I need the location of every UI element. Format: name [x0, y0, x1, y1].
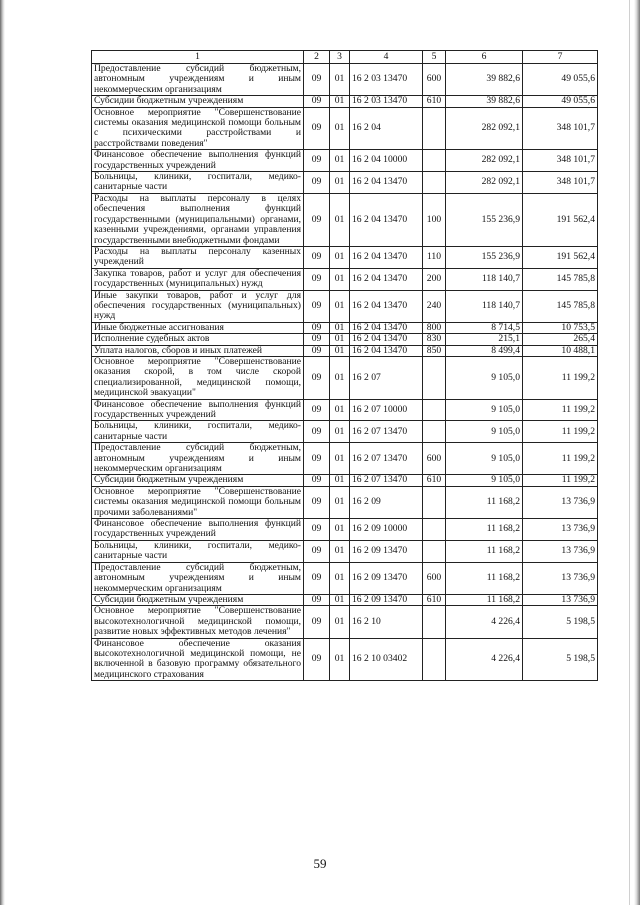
cell-amount-6: 9 105,0 — [446, 475, 523, 486]
cell-name: Финансовое обеспечение оказания высокотехнологичной медицинской помощи, не включенной в базовую программу обязательного медицинского страхования — [92, 638, 304, 681]
cell-subsection: 01 — [330, 345, 350, 356]
cell-subsection: 01 — [330, 486, 350, 518]
cell-subsection: 01 — [330, 443, 350, 475]
cell-section: 09 — [304, 172, 330, 194]
cell-amount-6: 39 882,6 — [446, 64, 523, 96]
cell-subsection: 01 — [330, 150, 350, 172]
cell-amount-6: 11 168,2 — [446, 540, 523, 562]
table-row — [92, 64, 598, 96]
cell-subsection: 01 — [330, 540, 350, 562]
cell-amount-6: 118 140,7 — [446, 268, 523, 290]
cell-target-code: 16 2 10 — [350, 606, 423, 638]
cell-target-code: 16 2 09 — [350, 486, 423, 518]
cell-target-code: 16 2 09 13470 — [350, 594, 423, 605]
cell-amount-7: 49 055,6 — [523, 96, 598, 107]
cell-target-code: 16 2 04 13470 — [350, 268, 423, 290]
cell-target-code: 16 2 09 10000 — [350, 519, 423, 541]
cell-expense-type: 800 — [423, 322, 446, 333]
cell-target-code: 16 2 04 13470 — [350, 193, 423, 246]
cell-subsection: 01 — [330, 193, 350, 246]
cell-amount-6: 9 105,0 — [446, 421, 523, 443]
cell-section: 09 — [304, 268, 330, 290]
cell-amount-7: 13 736,9 — [523, 519, 598, 541]
cell-amount-6: 282 092,1 — [446, 150, 523, 172]
cell-name: Расходы на выплаты персоналу казенных учреждений — [92, 246, 304, 268]
cell-section: 09 — [304, 107, 330, 150]
header-cell: 1 — [92, 51, 304, 64]
cell-amount-6: 9 105,0 — [446, 399, 523, 421]
cell-target-code: 16 2 04 13470 — [350, 322, 423, 333]
table-row — [92, 486, 598, 518]
table-row — [92, 443, 598, 475]
cell-expense-type — [423, 519, 446, 541]
table-row — [92, 345, 598, 356]
cell-amount-6: 155 236,9 — [446, 246, 523, 268]
cell-expense-type — [423, 638, 446, 681]
cell-section: 09 — [304, 594, 330, 605]
cell-name: Основное мероприятие "Совершенствование системы оказания медицинской помощи больным с психическими расстройствами и расстройствами поведения" — [92, 107, 304, 150]
cell-amount-7: 13 736,9 — [523, 562, 598, 594]
cell-section: 09 — [304, 443, 330, 475]
cell-expense-type: 110 — [423, 246, 446, 268]
cell-subsection: 01 — [330, 172, 350, 194]
cell-expense-type: 600 — [423, 64, 446, 96]
cell-name: Основное мероприятие "Совершенствование системы оказания медицинской помощи больным прочими заболеваниями" — [92, 486, 304, 518]
cell-subsection: 01 — [330, 96, 350, 107]
cell-target-code: 16 2 10 03402 — [350, 638, 423, 681]
cell-name: Иные бюджетные ассигнования — [92, 322, 304, 333]
cell-subsection: 01 — [330, 107, 350, 150]
cell-subsection: 01 — [330, 594, 350, 605]
cell-subsection: 01 — [330, 606, 350, 638]
cell-expense-type — [423, 540, 446, 562]
cell-section: 09 — [304, 246, 330, 268]
cell-section: 09 — [304, 322, 330, 333]
table-row — [92, 421, 598, 443]
cell-target-code: 16 2 07 10000 — [350, 399, 423, 421]
cell-target-code: 16 2 03 13470 — [350, 96, 423, 107]
cell-target-code: 16 2 09 13470 — [350, 540, 423, 562]
cell-amount-6: 11 168,2 — [446, 519, 523, 541]
cell-name: Финансовое обеспечение выполнения функций государственных учреждений — [92, 399, 304, 421]
cell-amount-7: 348 101,7 — [523, 150, 598, 172]
table-row — [92, 606, 598, 638]
cell-section: 09 — [304, 356, 330, 399]
cell-target-code: 16 2 09 13470 — [350, 562, 423, 594]
cell-subsection: 01 — [330, 399, 350, 421]
cell-name: Расходы на выплаты персоналу в целях обеспечения выполнения функций государственными (муниципальными) органами, казенными учреждениями, органами управления государственными внебюджетными фондами — [92, 193, 304, 246]
cell-section: 09 — [304, 540, 330, 562]
cell-amount-7: 191 562,4 — [523, 246, 598, 268]
cell-amount-6: 155 236,9 — [446, 193, 523, 246]
cell-name: Закупка товаров, работ и услуг для обеспечения государственных (муниципальных) нужд — [92, 268, 304, 290]
cell-amount-7: 13 736,9 — [523, 594, 598, 605]
cell-amount-7: 49 055,6 — [523, 64, 598, 96]
cell-section: 09 — [304, 399, 330, 421]
cell-amount-7: 348 101,7 — [523, 107, 598, 150]
cell-amount-7: 13 736,9 — [523, 540, 598, 562]
cell-target-code: 16 2 04 — [350, 107, 423, 150]
cell-expense-type: 830 — [423, 334, 446, 345]
cell-expense-type: 610 — [423, 96, 446, 107]
header-cell: 3 — [330, 51, 350, 64]
cell-name: Больницы, клиники, госпитали, медико-санитарные части — [92, 172, 304, 194]
header-cell: 6 — [446, 51, 523, 64]
cell-amount-6: 11 168,2 — [446, 486, 523, 518]
table-row — [92, 246, 598, 268]
cell-amount-7: 10 753,5 — [523, 322, 598, 333]
cell-section: 09 — [304, 290, 330, 322]
cell-amount-7: 5 198,5 — [523, 638, 598, 681]
cell-section: 09 — [304, 606, 330, 638]
cell-amount-6: 11 168,2 — [446, 594, 523, 605]
cell-expense-type: 100 — [423, 193, 446, 246]
cell-amount-7: 265,4 — [523, 334, 598, 345]
header-cell: 7 — [523, 51, 598, 64]
cell-name: Финансовое обеспечение выполнения функций государственных учреждений — [92, 519, 304, 541]
cell-subsection: 01 — [330, 638, 350, 681]
cell-expense-type — [423, 606, 446, 638]
cell-amount-6: 118 140,7 — [446, 290, 523, 322]
cell-subsection: 01 — [330, 356, 350, 399]
cell-amount-6: 39 882,6 — [446, 96, 523, 107]
cell-amount-6: 8 714,5 — [446, 322, 523, 333]
cell-section: 09 — [304, 638, 330, 681]
cell-section: 09 — [304, 96, 330, 107]
scan-left-edge — [0, 0, 5, 905]
cell-name: Иные закупки товаров, работ и услуг для обеспечения государственных (муниципальных) нужд — [92, 290, 304, 322]
cell-name: Больницы, клиники, госпитали, медико-санитарные части — [92, 540, 304, 562]
cell-target-code: 16 2 04 10000 — [350, 150, 423, 172]
cell-amount-7: 10 488,1 — [523, 345, 598, 356]
cell-subsection: 01 — [330, 475, 350, 486]
cell-amount-7: 11 199,2 — [523, 443, 598, 475]
page-number: 59 — [313, 856, 327, 871]
budget-table — [91, 50, 598, 681]
cell-expense-type — [423, 172, 446, 194]
cell-name: Предоставление субсидий бюджетным, автономным учреждениям и иным некоммерческим организациям — [92, 562, 304, 594]
scan-right-edge — [634, 0, 640, 905]
table-row — [92, 399, 598, 421]
table-row — [92, 172, 598, 194]
cell-section: 09 — [304, 475, 330, 486]
cell-name: Больницы, клиники, госпитали, медико-санитарные части — [92, 421, 304, 443]
cell-name: Субсидии бюджетным учреждениям — [92, 594, 304, 605]
cell-subsection: 01 — [330, 334, 350, 345]
cell-subsection: 01 — [330, 64, 350, 96]
cell-amount-7: 348 101,7 — [523, 172, 598, 194]
cell-name: Уплата налогов, сборов и иных платежей — [92, 345, 304, 356]
cell-amount-6: 4 226,4 — [446, 606, 523, 638]
cell-amount-6: 282 092,1 — [446, 107, 523, 150]
scan-right-line — [629, 0, 630, 905]
table-row — [92, 150, 598, 172]
cell-section: 09 — [304, 421, 330, 443]
cell-amount-7: 11 199,2 — [523, 356, 598, 399]
cell-target-code: 16 2 07 — [350, 356, 423, 399]
header-cell: 2 — [304, 51, 330, 64]
cell-amount-6: 215,1 — [446, 334, 523, 345]
cell-expense-type: 610 — [423, 594, 446, 605]
table-row — [92, 290, 598, 322]
cell-name: Предоставление субсидий бюджетным, автономным учреждениям и иным некоммерческим организациям — [92, 64, 304, 96]
table-row — [92, 356, 598, 399]
cell-name: Исполнение судебных актов — [92, 334, 304, 345]
cell-amount-6: 11 168,2 — [446, 562, 523, 594]
cell-amount-7: 11 199,2 — [523, 399, 598, 421]
table-header-row — [92, 51, 598, 64]
header-cell: 5 — [423, 51, 446, 64]
table-row — [92, 638, 598, 681]
cell-section: 09 — [304, 486, 330, 518]
cell-section: 09 — [304, 193, 330, 246]
cell-target-code: 16 2 04 13470 — [350, 334, 423, 345]
cell-subsection: 01 — [330, 268, 350, 290]
cell-name: Финансовое обеспечение выполнения функций государственных учреждений — [92, 150, 304, 172]
table-row — [92, 322, 598, 333]
cell-target-code: 16 2 04 13470 — [350, 345, 423, 356]
cell-amount-6: 4 226,4 — [446, 638, 523, 681]
cell-expense-type — [423, 107, 446, 150]
cell-expense-type: 240 — [423, 290, 446, 322]
cell-target-code: 16 2 07 13470 — [350, 421, 423, 443]
cell-amount-6: 9 105,0 — [446, 356, 523, 399]
cell-name: Основное мероприятие "Совершенствование высокотехнологичной медицинской помощи, развитие новых эффективных методов лечения" — [92, 606, 304, 638]
cell-section: 09 — [304, 345, 330, 356]
cell-amount-7: 11 199,2 — [523, 475, 598, 486]
cell-expense-type: 850 — [423, 345, 446, 356]
cell-amount-6: 282 092,1 — [446, 172, 523, 194]
cell-expense-type — [423, 421, 446, 443]
table-row — [92, 540, 598, 562]
cell-amount-7: 11 199,2 — [523, 421, 598, 443]
cell-subsection: 01 — [330, 421, 350, 443]
cell-amount-7: 191 562,4 — [523, 193, 598, 246]
cell-expense-type: 200 — [423, 268, 446, 290]
cell-expense-type — [423, 356, 446, 399]
cell-target-code: 16 2 07 13470 — [350, 443, 423, 475]
cell-target-code: 16 2 04 13470 — [350, 172, 423, 194]
cell-expense-type: 610 — [423, 475, 446, 486]
cell-section: 09 — [304, 150, 330, 172]
table-row — [92, 519, 598, 541]
cell-subsection: 01 — [330, 322, 350, 333]
cell-subsection: 01 — [330, 519, 350, 541]
cell-amount-7: 145 785,8 — [523, 290, 598, 322]
cell-amount-6: 9 105,0 — [446, 443, 523, 475]
cell-target-code: 16 2 04 13470 — [350, 246, 423, 268]
cell-expense-type: 600 — [423, 443, 446, 475]
cell-expense-type — [423, 399, 446, 421]
cell-expense-type — [423, 150, 446, 172]
table-row — [92, 193, 598, 246]
cell-section: 09 — [304, 519, 330, 541]
table-row — [92, 96, 598, 107]
cell-subsection: 01 — [330, 562, 350, 594]
table-row — [92, 562, 598, 594]
table-row — [92, 594, 598, 605]
table-row — [92, 107, 598, 150]
cell-target-code: 16 2 03 13470 — [350, 64, 423, 96]
cell-name: Субсидии бюджетным учреждениям — [92, 96, 304, 107]
cell-amount-7: 13 736,9 — [523, 486, 598, 518]
cell-amount-7: 5 198,5 — [523, 606, 598, 638]
cell-name: Субсидии бюджетным учреждениям — [92, 475, 304, 486]
cell-section: 09 — [304, 64, 330, 96]
cell-target-code: 16 2 04 13470 — [350, 290, 423, 322]
table-row — [92, 334, 598, 345]
header-cell: 4 — [350, 51, 423, 64]
table-row — [92, 475, 598, 486]
cell-expense-type: 600 — [423, 562, 446, 594]
cell-name: Основное мероприятие "Совершенствование оказания скорой, в том числе скорой специализированной, медицинской помощи, медицинской эвакуации" — [92, 356, 304, 399]
cell-subsection: 01 — [330, 290, 350, 322]
table-row — [92, 268, 598, 290]
cell-expense-type — [423, 486, 446, 518]
cell-subsection: 01 — [330, 246, 350, 268]
cell-amount-7: 145 785,8 — [523, 268, 598, 290]
cell-section: 09 — [304, 562, 330, 594]
cell-target-code: 16 2 07 13470 — [350, 475, 423, 486]
cell-amount-6: 8 499,4 — [446, 345, 523, 356]
cell-name: Предоставление субсидий бюджетным, автономным учреждениям и иным некоммерческим организациям — [92, 443, 304, 475]
cell-section: 09 — [304, 334, 330, 345]
